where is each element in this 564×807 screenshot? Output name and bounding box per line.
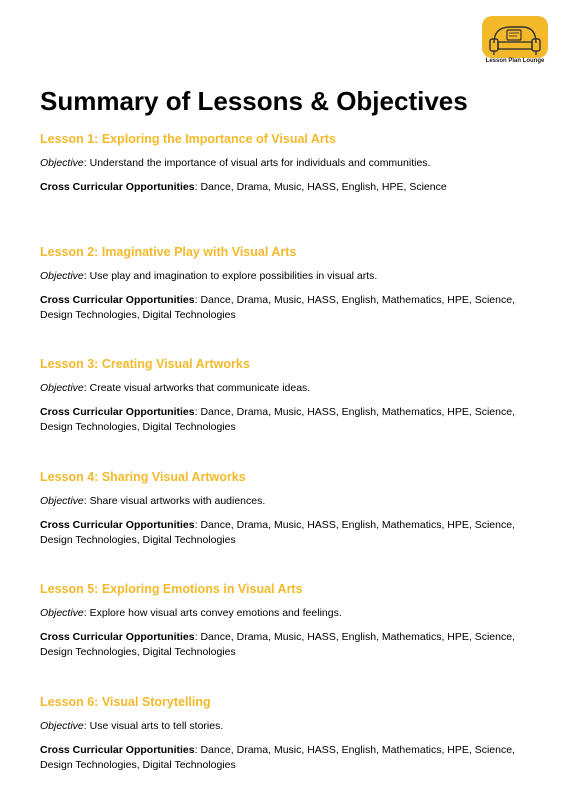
logo-text: Lesson Plan Lounge — [485, 58, 545, 64]
lesson-title: Lesson 2: Imaginative Play with Visual Arts — [40, 244, 297, 259]
objective-label: Objective — [40, 494, 84, 507]
page-title: Summary of Lessons & Objectives — [40, 86, 468, 116]
lesson-5 — [40, 581, 530, 694]
cross-curricular — [40, 180, 530, 195]
objective-text: : Explore how visual arts convey emotions and feelings. — [83, 607, 342, 620]
objective-text: : Create visual artworks that communicate ideas. — [83, 382, 311, 395]
cross-curricular-label: Cross Curricular Opportunities — [40, 293, 195, 306]
lesson-objective — [40, 494, 530, 508]
lesson-objective — [40, 719, 530, 733]
armchair-icon — [480, 13, 550, 59]
cross-curricular-label: Cross Curricular Opportunities — [40, 631, 195, 644]
lesson-6 — [40, 694, 530, 807]
objective-text: : Use visual arts to tell stories. — [83, 719, 224, 732]
lesson-title: Lesson 4: Sharing Visual Artworks — [40, 469, 246, 484]
cross-curricular — [40, 630, 530, 660]
lesson-title: Lesson 5: Exploring Emotions in Visual Arts — [40, 582, 303, 597]
lesson-title: Lesson 1: Exploring the Importance of Visual Arts — [40, 132, 336, 146]
lesson-objective — [40, 269, 530, 283]
brand-logo — [480, 13, 550, 67]
lesson-list — [40, 131, 530, 807]
cross-curricular — [40, 518, 530, 548]
objective-label: Objective — [40, 157, 84, 169]
lesson-title: Lesson 3: Creating Visual Artworks — [40, 357, 250, 372]
cross-curricular-label: Cross Curricular Opportunities — [40, 181, 195, 193]
cross-curricular-text: : Dance, Drama, Music, HASS, English, Mathematics, HPE, Science, Design Technologies, Digital Technologies — [40, 293, 515, 321]
lesson-objective — [40, 606, 530, 620]
cross-curricular-text: : Dance, Drama, Music, HASS, English, HPE, Science — [194, 181, 447, 193]
lesson-3 — [40, 356, 530, 469]
cross-curricular — [40, 405, 530, 435]
lesson-title: Lesson 6: Visual Storytelling — [40, 694, 211, 709]
cross-curricular-label: Cross Curricular Opportunities — [40, 518, 195, 531]
objective-text: : Share visual artworks with audiences. — [83, 494, 266, 507]
lesson-4 — [40, 469, 530, 582]
objective-text: : Use play and imagination to explore possibilities in visual arts. — [83, 269, 378, 282]
lesson-objective — [40, 156, 530, 170]
cross-curricular-text: : Dance, Drama, Music, HASS, English, Mathematics, HPE, Science, Design Technologies, Digital Technologies — [40, 518, 515, 546]
cross-curricular-text: : Dance, Drama, Music, HASS, English, Mathematics, HPE, Science, Design Technologies, Digital Technologies — [40, 631, 515, 659]
objective-label: Objective — [40, 607, 84, 620]
cross-curricular-text: : Dance, Drama, Music, HASS, English, Mathematics, HPE, Science, Design Technologies, Digital Technologies — [40, 743, 515, 771]
cross-curricular-label: Cross Curricular Opportunities — [40, 743, 195, 756]
lesson-2 — [40, 244, 530, 357]
objective-label: Objective — [40, 382, 84, 395]
lesson-1 — [40, 131, 530, 244]
cross-curricular — [40, 743, 530, 773]
objective-text: : Understand the importance of visual arts for individuals and communities. — [83, 157, 431, 169]
cross-curricular — [40, 293, 530, 323]
objective-label: Objective — [40, 719, 84, 732]
objective-label: Objective — [40, 269, 84, 282]
cross-curricular-text: : Dance, Drama, Music, HASS, English, Mathematics, HPE, Science, Design Technologies, Digital Technologies — [40, 406, 515, 434]
cross-curricular-label: Cross Curricular Opportunities — [40, 406, 195, 419]
lesson-objective — [40, 381, 530, 395]
